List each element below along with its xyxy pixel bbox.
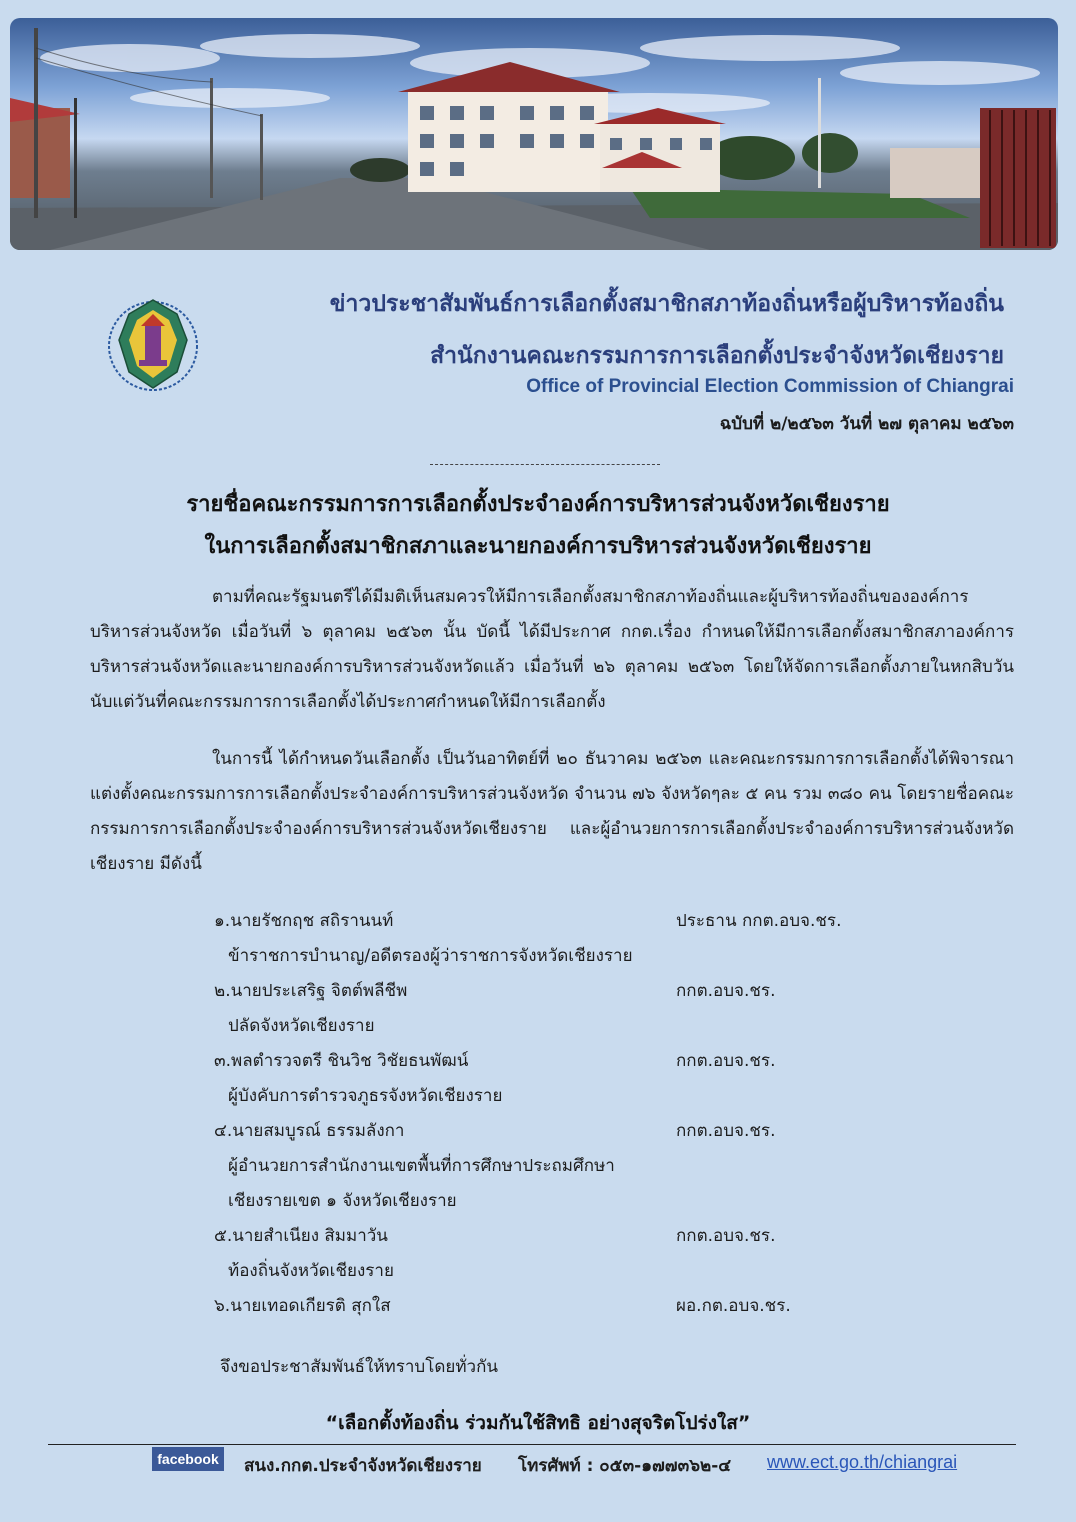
banner-photo — [10, 18, 1058, 250]
slogan: “เลือกตั้งท้องถิ่น ร่วมกันใช้สิทธิ อย่างสุจริตโปร่งใส” — [325, 1412, 751, 1434]
paragraph-2 — [90, 742, 1014, 882]
member-role: กกต.อบจ.ชร. — [676, 981, 776, 1001]
member-position: ท้องถิ่นจังหวัดเชียงราย — [228, 1261, 394, 1281]
member-name: ๒.นายประเสริฐ จิตต์พลีชีพ — [214, 981, 408, 1001]
member-name: ๑.นายรัชกฤช สถิรานนท์ — [214, 911, 394, 931]
issue-number: ฉบับที่ ๒/๒๕๖๓ วันที่ ๒๗ ตุลาคม ๒๕๖๓ — [719, 414, 1014, 434]
member-list — [214, 904, 974, 1324]
facebook-icon[interactable]: facebook — [152, 1447, 224, 1471]
member-item — [214, 1219, 974, 1289]
document-title-line2: ในการเลือกตั้งสมาชิกสภาและนายกองค์การบริหารส่วนจังหวัดเชียงราย — [204, 534, 872, 559]
member-name: ๖.นายเทอดเกียรติ สุกใส — [214, 1296, 391, 1316]
paragraph-1 — [90, 580, 1014, 720]
member-item — [214, 904, 974, 974]
member-item — [214, 1044, 974, 1114]
website-link[interactable]: www.ect.go.th/chiangrai — [767, 1452, 958, 1472]
election-commission-seal-icon — [105, 292, 201, 398]
member-position: ปลัดจังหวัดเชียงราย — [228, 1016, 375, 1036]
footer-divider — [48, 1444, 1016, 1445]
member-position: ผู้อำนวยการสำนักงานเขตพื้นที่การศึกษาประถมศึกษา — [228, 1156, 615, 1176]
member-item — [214, 1289, 974, 1324]
member-role: ผอ.กต.อบจ.ชร. — [676, 1296, 791, 1316]
member-position: เชียงรายเขต ๑ จังหวัดเชียงราย — [228, 1191, 457, 1211]
paragraph-1-text: ตามที่คณะรัฐมนตรีได้มีมติเห็นสมควรให้มีการเลือกตั้งสมาชิกสภาท้องถิ่นและผู้บริหารท้องถิ่นขององค์การบริหารส่วนจังหวัด เมื่อวันที่ ๖ ตุลาคม ๒๕๖๓ นั้น บัดนี้ ได้มีประกาศ กกต.เรื่อง กำหนดให้มีการเลือกตั้งสมาชิกสภาองค์การบริหารส่วนจังหวัดและนายกองค์การบริหารส่วนจังหวัดแล้ว เมื่อวันที่ ๒๖ ตุลาคม ๒๕๖๓ โดยให้จัดการเลือกตั้งภายในหกสิบวันนับแต่วันที่คณะกรรมการการเลือกตั้งได้ประกาศกำหนดให้มีการเลือกตั้ง — [90, 587, 1014, 712]
member-role: กกต.อบจ.ชร. — [676, 1226, 776, 1246]
paragraph-2-text: ในการนี้ ได้กำหนดวันเลือกตั้ง เป็นวันอาทิตย์ที่ ๒๐ ธันวาคม ๒๕๖๓ และคณะกรรมการการเลือกตั้งได้พิจารณาแต่งตั้งคณะกรรมการการเลือกตั้งประจำองค์การบริหารส่วนจังหวัด จำนวน ๗๖ จังหวัดๆละ ๕ คน รวม ๓๘๐ คน โดยรายชื่อคณะกรรมการการเลือกตั้งประจำองค์การบริหารส่วนจังหวัดเชียงราย และผู้อำนวยการการเลือกตั้งประจำองค์การบริหารส่วนจังหวัดเชียงราย มีดังนี้ — [90, 749, 1014, 874]
member-item — [214, 1114, 974, 1219]
header-divider — [430, 464, 660, 465]
office-name-en: Office of Provincial Election Commission of Chiangrai — [526, 376, 1014, 397]
member-role: กกต.อบจ.ชร. — [676, 1051, 776, 1071]
member-position: ผู้บังคับการตำรวจภูธรจังหวัดเชียงราย — [228, 1086, 503, 1106]
footer-office: สนง.กกต.ประจำจังหวัดเชียงราย — [244, 1456, 482, 1476]
member-item — [214, 974, 974, 1044]
closing-text: จึงขอประชาสัมพันธ์ให้ทราบโดยทั่วกัน — [220, 1357, 498, 1377]
member-name: ๔.นายสมบูรณ์ ธรรมลังกา — [214, 1121, 405, 1141]
member-name: ๕.นายสำเนียง สิมมาวัน — [214, 1226, 388, 1246]
member-role: ประธาน กกต.อบจ.ชร. — [676, 911, 842, 931]
member-role: กกต.อบจ.ชร. — [676, 1121, 776, 1141]
member-position: ข้าราชการบำนาญ/อดีตรองผู้ว่าราชการจังหวัดเชียงราย — [228, 946, 633, 966]
member-name: ๓.พลตำรวจตรี ชินวิช วิชัยธนพัฒน์ — [214, 1051, 469, 1071]
office-name-th: สำนักงานคณะกรรมการการเลือกตั้งประจำจังหวัดเชียงราย — [430, 343, 1004, 369]
document-title-line1: รายชื่อคณะกรรมการการเลือกตั้งประจำองค์การบริหารส่วนจังหวัดเชียงราย — [186, 492, 890, 517]
footer-phone: โทรศัพท์ : ๐๕๓-๑๗๗๓๖๒-๔ — [518, 1456, 732, 1476]
header-title: ข่าวประชาสัมพันธ์การเลือกตั้งสมาชิกสภาท้องถิ่นหรือผู้บริหารท้องถิ่น — [329, 291, 1004, 317]
